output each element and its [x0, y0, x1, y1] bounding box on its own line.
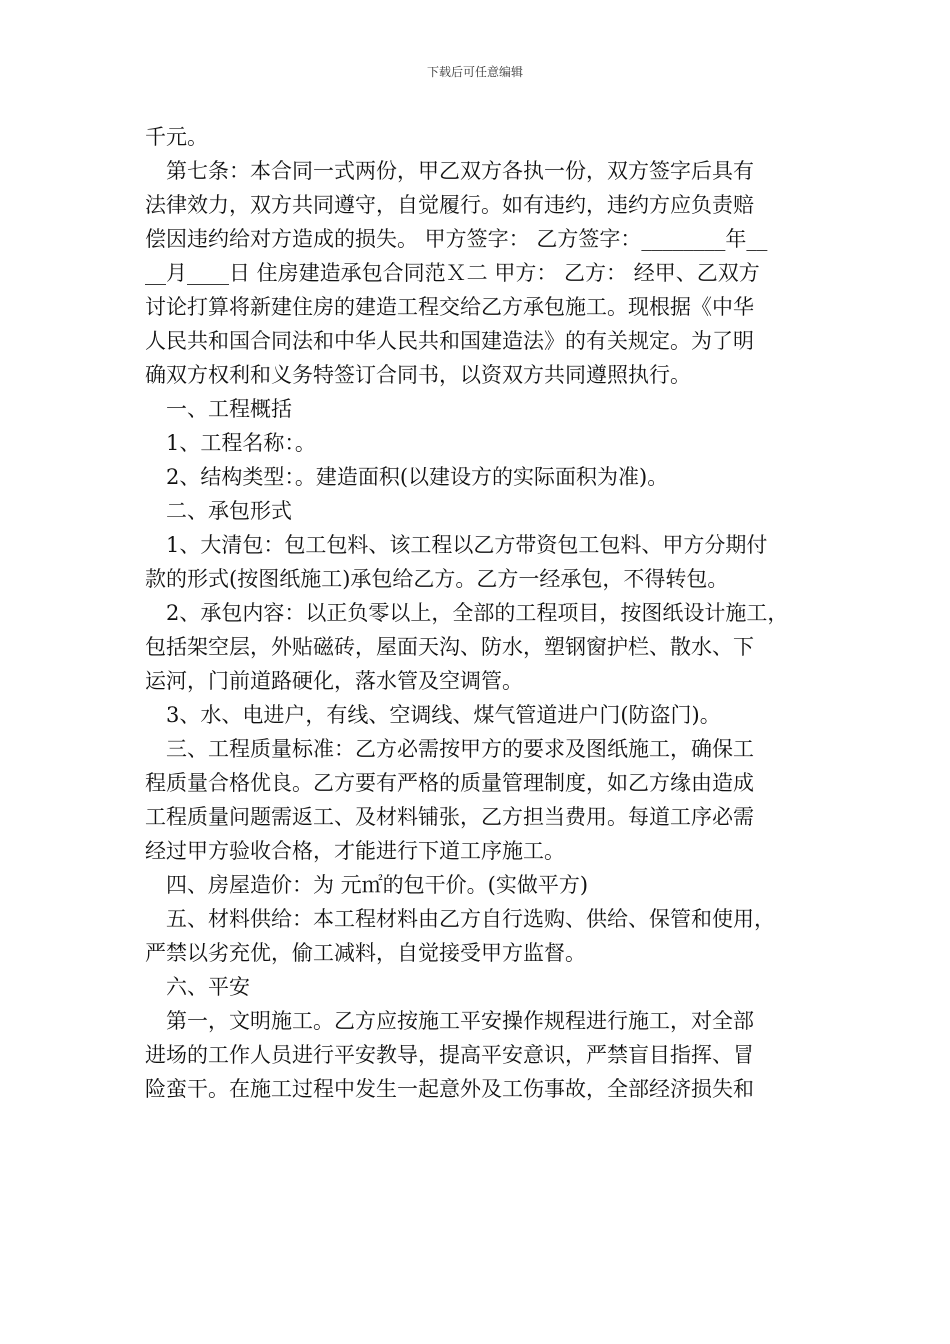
document-body — [145, 120, 815, 1106]
text-line: __月____日 住房建造承包合同范Ｘ二 甲方： 乙方： 经甲、乙双方 — [145, 261, 760, 285]
text-line: 六、平安 — [145, 975, 250, 999]
text-line: 包括架空层，外贴磁砖，屋面天沟、防水，塑钢窗护栏、散水、下 — [145, 635, 754, 659]
text-line: 进场的工作人员进行平安教导，提高平安意识，严禁盲目指挥、冒 — [145, 1043, 754, 1067]
text-line: 运河，门前道路硬化，落水管及空调管。 — [145, 669, 523, 693]
text-line: 款的形式(按图纸施工)承包给乙方。乙方一经承包，不得转包。 — [145, 567, 729, 591]
text-line: 2、承包内容：以正负零以上，全部的工程项目，按图纸设计施工， — [145, 601, 789, 625]
text-line: 一、工程概括 — [145, 397, 292, 421]
text-line: 三、工程质量标准：乙方必需按甲方的要求及图纸施工，确保工 — [145, 737, 754, 761]
text-line: 人民共和国合同法和中华人民共和国建造法》的有关规定。为了明 — [145, 329, 754, 353]
text-line: 五、材料供给：本工程材料由乙方自行选购、供给、保管和使用， — [145, 907, 775, 931]
text-line: 偿因违约给对方造成的损失。 甲方签字： 乙方签字：________年__ — [145, 227, 768, 251]
text-line: 险蛮干。在施工过程中发生一起意外及工伤事故，全部经济损失和 — [145, 1077, 754, 1101]
text-line: 讨论打算将新建住房的建造工程交给乙方承包施工。现根据《中华 — [145, 295, 754, 319]
text-line: 第七条：本合同一式两份，甲乙双方各执一份，双方签字后具有 — [145, 159, 754, 183]
text-line: 经过甲方验收合格，才能进行下道工序施工。 — [145, 839, 565, 863]
text-line: 严禁以劣充优，偷工减料，自觉接受甲方监督。 — [145, 941, 586, 965]
text-line: 3、水、电进户，有线、空调线、煤气管道进户门(防盗门)。 — [145, 703, 721, 727]
text-line: 2、结构类型：。建造面积(以建设方的实际面积为准)。 — [145, 465, 669, 489]
page-header: 下载后可任意编辑 — [426, 65, 523, 79]
text-line: 1、大清包：包工包料、该工程以乙方带资包工包料、甲方分期付 — [145, 533, 768, 557]
text-line: 工程质量问题需返工、及材料铺张，乙方担当费用。每道工序必需 — [145, 805, 754, 829]
text-line: 1、工程名称：。 — [145, 431, 316, 455]
text-line: 四、房屋造价：为 元㎡的包干价。(实做平方) — [145, 873, 589, 897]
text-line: 千元。 — [145, 125, 208, 149]
text-line: 程质量合格优良。乙方要有严格的质量管理制度，如乙方缘由造成 — [145, 771, 754, 795]
text-line: 法律效力，双方共同遵守，自觉履行。如有违约，违约方应负责赔 — [145, 193, 754, 217]
text-line: 第一，文明施工。乙方应按施工平安操作规程进行施工，对全部 — [145, 1009, 754, 1033]
text-line: 二、承包形式 — [145, 499, 292, 523]
text-line: 确双方权利和义务特签订合同书，以资双方共同遵照执行。 — [145, 363, 691, 387]
